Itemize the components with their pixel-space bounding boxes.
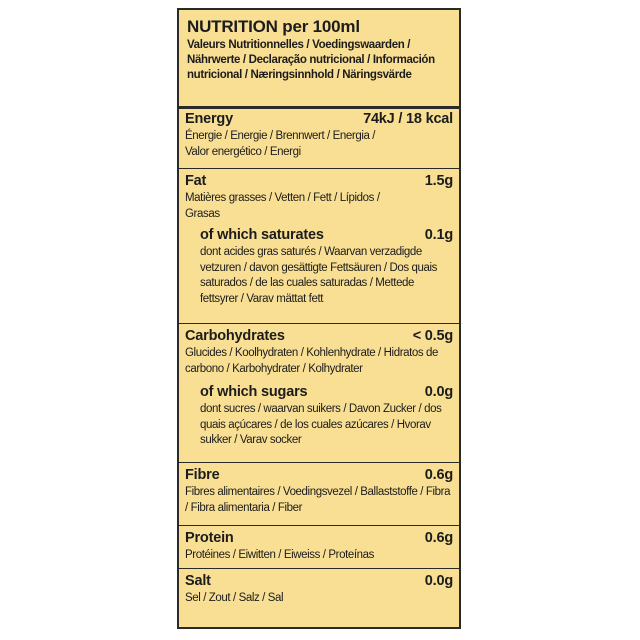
fat-divider bbox=[179, 323, 459, 324]
salt-value: 0.0g bbox=[424, 573, 453, 589]
nutrition-title: NUTRITION per 100ml bbox=[187, 17, 360, 36]
saturates-row bbox=[185, 226, 453, 307]
energy-value: 74kJ / 18 kcal bbox=[363, 111, 453, 127]
nutrition-header bbox=[187, 16, 453, 83]
fat-row bbox=[185, 172, 453, 222]
sugars-value: 0.0g bbox=[424, 384, 453, 400]
protein-divider bbox=[179, 568, 459, 569]
carbohydrates-row bbox=[185, 327, 453, 377]
sugars-translations: dont sucres / waarvan suikers / Davon Zucker / dos quais açúcares / de los cuales azúcares / Hvorav sukker / Varav socker bbox=[200, 403, 442, 446]
energy-divider bbox=[179, 168, 459, 169]
salt-translations: Sel / Zout / Salz / Sal bbox=[185, 592, 284, 604]
nutrition-title-translations: Valeurs Nutritionnelles / Voedingswaarden / Nährwerte / Declaração nutricional / Información nutricional / Næringsinnhold / Näringsvärde bbox=[187, 39, 435, 81]
carbohydrates-value: < 0.5g bbox=[412, 328, 453, 344]
fat-translations: Matières grasses / Vetten / Fett / Lípidos / Grasas bbox=[185, 192, 380, 220]
energy-label: Energy bbox=[185, 111, 233, 127]
fibre-divider bbox=[179, 525, 459, 526]
salt-row bbox=[185, 572, 453, 607]
saturates-value: 0.1g bbox=[424, 227, 453, 243]
energy-row bbox=[185, 110, 453, 160]
salt-label: Salt bbox=[185, 573, 211, 589]
carbohydrates-divider bbox=[179, 462, 459, 463]
fibre-value: 0.6g bbox=[424, 467, 453, 483]
nutrition-panel bbox=[177, 8, 461, 629]
saturates-label: of which saturates bbox=[200, 227, 324, 243]
saturates-translations: dont acides gras saturés / Waarvan verzadigde vetzuren / davon gesättigte Fettsäuren / Dos quais saturados / de las cuales saturadas / Mettede fettsyrer / Varav mättat fett bbox=[200, 246, 437, 305]
fat-value: 1.5g bbox=[424, 173, 453, 189]
energy-translations: Énergie / Energie / Brennwert / Energia / Valor energético / Energi bbox=[185, 130, 376, 158]
protein-translations: Protéines / Eiwitten / Eiweiss / Proteínas bbox=[185, 549, 375, 561]
protein-label: Protein bbox=[185, 530, 234, 546]
carbohydrates-label: Carbohydrates bbox=[185, 328, 285, 344]
fibre-label: Fibre bbox=[185, 467, 220, 483]
fat-label: Fat bbox=[185, 173, 207, 189]
protein-value: 0.6g bbox=[424, 530, 453, 546]
sugars-row bbox=[185, 383, 453, 449]
fibre-row bbox=[185, 466, 453, 516]
carbohydrates-translations: Glucides / Koolhydraten / Kohlenhydrate / Hidratos de carbono / Karbohydrater / Kolhydrater bbox=[185, 347, 439, 375]
header-divider bbox=[179, 106, 459, 109]
protein-row bbox=[185, 529, 453, 564]
sugars-label: of which sugars bbox=[200, 384, 308, 400]
fibre-translations: Fibres alimentaires / Voedingsvezel / Ballaststoffe / Fibra / Fibra alimentaria / Fiber bbox=[185, 486, 451, 514]
